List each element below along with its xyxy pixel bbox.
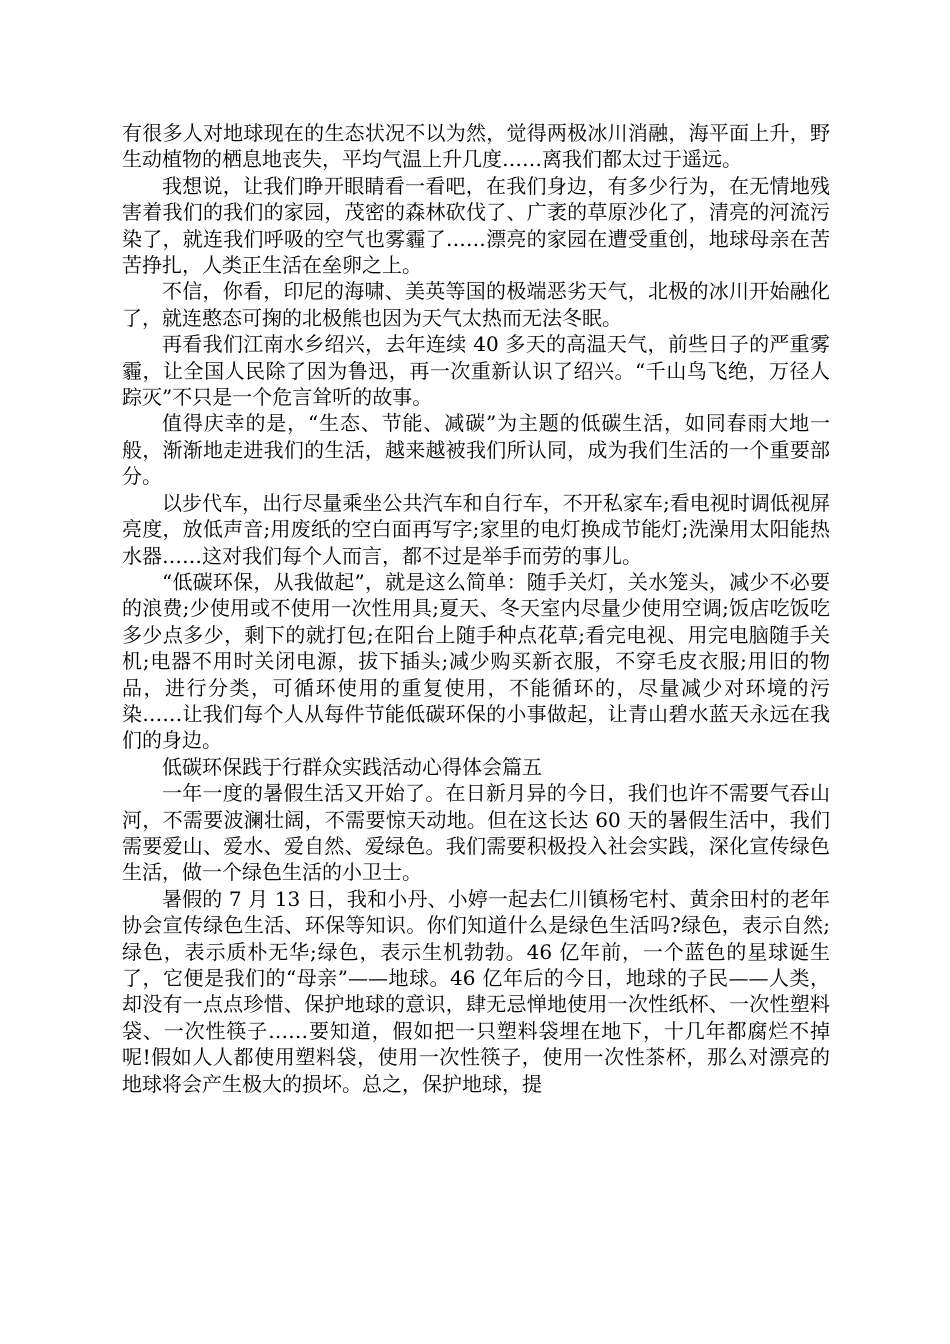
paragraph: 不信，你看，印尼的海啸、美英等国的极端恶劣天气，北极的冰川开始融化了，就连憨态可掬的北极熊也因为天气太热而无法冬眠。 <box>122 279 830 330</box>
paragraph: 我想说，让我们睁开眼睛看一看吧，在我们身边，有多少行为，在无情地残害着我们的我们的家园，茂密的森林砍伐了、广袤的草原沙化了，清亮的河流污染了，就连我们呼吸的空气也雾霾了……漂亮的家园在遭受重创，地球母亲在苦苦挣扎，人类正生活在垒卵之上。 <box>122 173 830 278</box>
paragraph: 暑假的 7 月 13 日，我和小丹、小婷一起去仁川镇杨宅村、黄余田村的老年协会宣传绿色生活、环保等知识。你们知道什么是绿色生活吗?绿色，表示自然;绿色，表示质朴无华;绿色，表示生机勃勃。46 亿年前，一个蓝色的星球诞生了，它便是我们的“母亲”——地球。46 亿年后的今日，地球的子民——人类，却没有一点点珍惜、保护地球的意识，肆无忌惮地使用一次性纸杯、一次性塑料袋、一次性筷子……要知道，假如把一只塑料袋埋在地下，十几年都腐烂不掉呢!假如人人都使用塑料袋，使用一次性筷子，使用一次性茶杯，那么对漂亮的地球将会产生极大的损坏。总之，保护地球，提 <box>122 886 830 1096</box>
document-page <box>122 120 830 1097</box>
paragraph: 一年一度的暑假生活又开始了。在日新月异的今日，我们也许不需要气吞山河，不需要波澜壮阔，不需要惊天动地。但在这长达 60 天的暑假生活中，我们需要爱山、爱水、爱自然、爱绿色。我们需要积极投入社会实践，深化宣传绿色生活，做一个绿色生活的小卫士。 <box>122 781 830 885</box>
paragraph: 值得庆幸的是，“生态、节能、减碳”为主题的低碳生活，如同春雨大地一般，渐渐地走进我们的生活，越来越被我们所认同，成为我们生活的一个重要部分。 <box>122 411 830 489</box>
paragraph: 再看我们江南水乡绍兴，去年连续 40 多天的高温天气，前些日子的严重雾霾，让全国人民除了因为鲁迅，再一次重新认识了绍兴。“千山鸟飞绝，万径人踪灭”不只是一个危言耸听的故事。 <box>122 332 830 410</box>
paragraph: 以步代车，出行尽量乘坐公共汽车和自行车，不开私家车;看电视时调低视屏亮度，放低声音;用废纸的空白面再写字;家里的电灯换成节能灯;洗澡用太阳能热水器……这对我们每个人而言，都不过是举手而劳的事儿。 <box>122 490 830 568</box>
section-heading: 低碳环保践于行群众实践活动心得体会篇五 <box>162 754 542 779</box>
paragraph: “低碳环保，从我做起”，就是这么简单：随手关灯，关水笼头，减少不必要的浪费;少使用或不使用一次性用具;夏天、冬天室内尽量少使用空调;饭店吃饭吃多少点多少，剩下的就打包;在阳台上随手种点花草;看完电视、用完电脑随手关机;电器不用时关闭电源，拔下插头;减少购买新衣服，不穿毛皮衣服;用旧的物品，进行分类，可循环使用的重复使用，不能循环的，尽量减少对环境的污染……让我们每个人从每件节能低碳环保的小事做起，让青山碧水蓝天永远在我们的身边。 <box>122 569 830 753</box>
paragraph: 有很多人对地球现在的生态状况不以为然，觉得两极冰川消融，海平面上升，野生动植物的栖息地丧失，平均气温上升几度……离我们都太过于遥远。 <box>122 121 830 172</box>
